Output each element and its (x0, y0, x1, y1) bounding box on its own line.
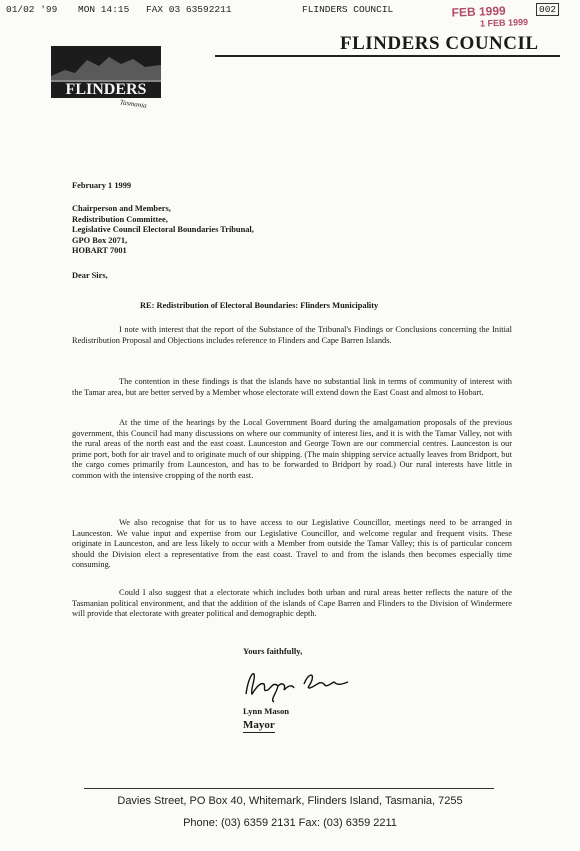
council-logo (47, 46, 165, 110)
council-title: FLINDERS COUNCIL (340, 33, 539, 54)
signature (238, 660, 358, 705)
recipient-address (72, 204, 512, 257)
letter-date: February 1 1999 (72, 181, 132, 190)
signature-stroke-1 (246, 674, 294, 702)
paragraph-1: I note with interest that the report of the Substance of the Tribunal's Findings or Conclusions concerning the Initial Redistribution Proposal and Objections includes reference to Flinders and Cape Barren Islands. (72, 325, 512, 345)
address-line: Chairperson and Members, (72, 204, 171, 213)
paragraph-5: Could I also suggest that a electorate which includes both urban and rural areas better reflects the nature of the Tasmanian political environment, and that the addition of the islands of Cape Barren and Flinders to the Division of Windermere will provide that electorate with greater political and demographic depth. (72, 588, 512, 619)
fax-date: 01/02 '99 (6, 4, 58, 15)
logo-sub: Tasmania (119, 98, 148, 110)
page-marker: 002 (536, 3, 559, 16)
salutation: Dear Sirs, (72, 271, 108, 280)
footer-phone: Phone: (03) 6359 2131 Fax: (03) 6359 2211 (183, 817, 397, 829)
address-line: Legislative Council Electoral Boundaries Tribunal, (72, 225, 254, 235)
subject-line: RE: Redistribution of Electoral Boundaries: Flinders Municipality (140, 301, 379, 310)
closing: Yours faithfully, (243, 646, 303, 656)
fax-number: FAX 03 63592211 (146, 4, 232, 15)
signatory-name: Lynn Mason (243, 706, 290, 716)
signature-stroke-2 (304, 675, 348, 688)
paragraph-3: At the time of the hearings by the Local Government Board during the amalgamation proposals of the previous government, this Council had many discussions on where our community of interest lies, and it is with the Tamar Valley, not with the rural areas of the north east and the east coast. Launceston and George Town are our commercial centres. Launceston is our prime port, both for air travel and to originate much of our shipping. (The main shipping service actually leaves from Bridport, but the cargo comes primarily from Launceston, and has to be forwarded to Bridport by road.) Our rural interests have little in common with the intensive cropping of the north east. (72, 418, 512, 480)
paragraph-4: We also recognise that for us to have access to our Legislative Councillor, meetings need to be arranged in Launceston. We value input and expertise from our Legislative Councillor, and welcome regular and frequent visits. These originate in Launceston, and are less likely to occur with a Member from outside the Tamar Valley; this is of particular concern should the Division elect a representative from the east coast. Travel to and from the islands then becomes especially time consuming. (72, 518, 512, 570)
fax-time: MON 14:15 (78, 4, 130, 15)
address-line: Redistribution Committee, (72, 214, 168, 224)
address-line: GPO Box 2071, (72, 235, 128, 245)
address-line: HOBART 7001 (72, 246, 127, 256)
stamp-line-1: FEB 1999 (451, 3, 506, 20)
fax-sender: FLINDERS COUNCIL (302, 4, 394, 15)
footer-rule (84, 788, 494, 789)
stamp-line-2: 1 FEB 1999 (479, 16, 529, 29)
title-rule (215, 55, 560, 57)
signatory-title: Mayor (243, 719, 275, 731)
logo-word: FLINDERS (65, 81, 147, 98)
footer-address: Davies Street, PO Box 40, Whitemark, Flinders Island, Tasmania, 7255 (117, 795, 463, 807)
paragraph-2: The contention in these findings is that the islands have no substantial link in terms of community of interest with the Tamar area, but are better served by a Member whose electorate will extend down the East Coast and almost to Hobart. (72, 377, 512, 397)
